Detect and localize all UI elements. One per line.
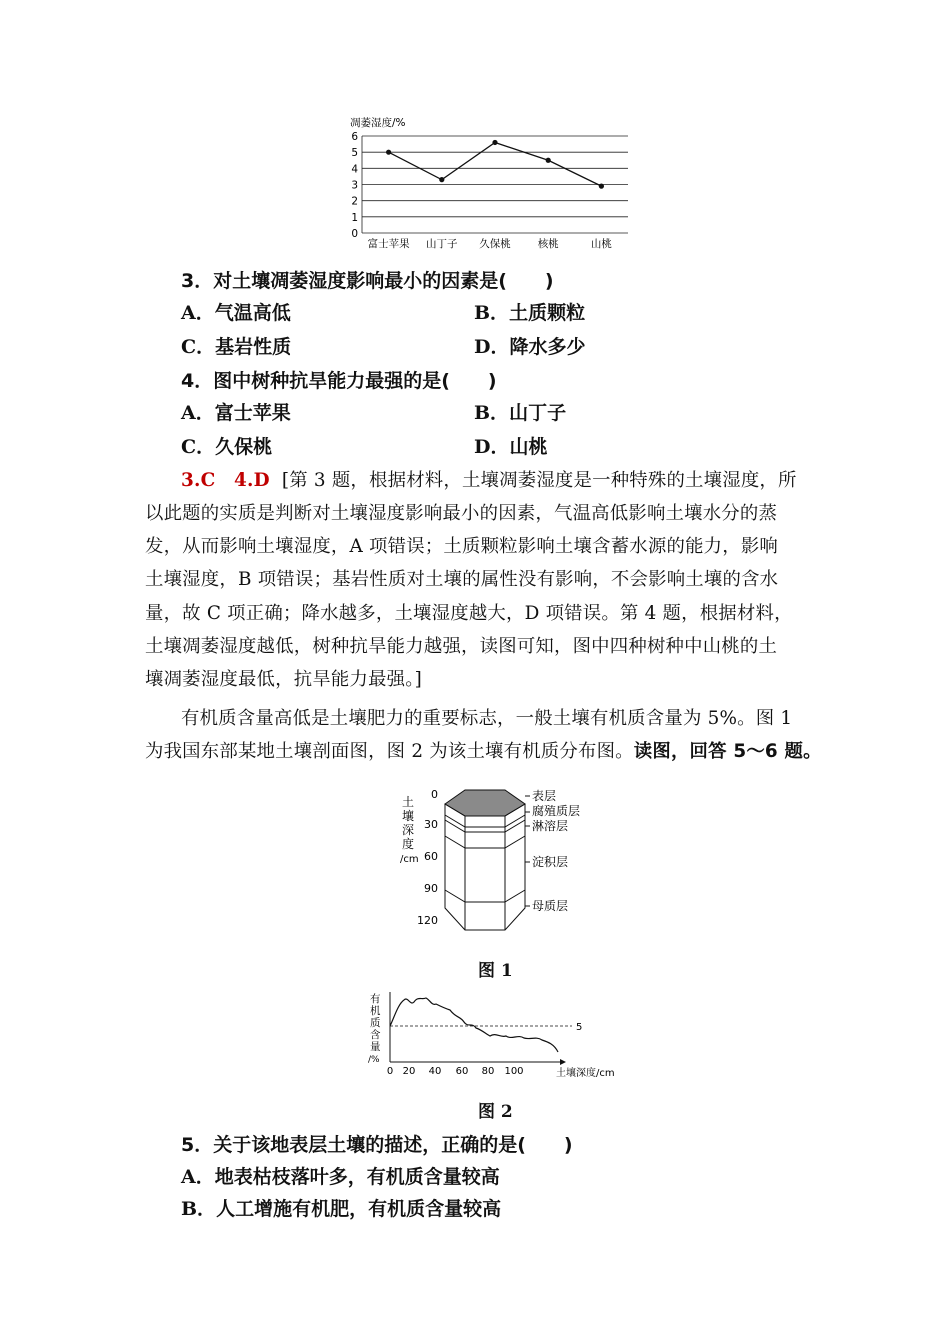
fig2-tick-label: 100: [504, 1066, 524, 1077]
fig1-tick-label: 0: [431, 788, 438, 801]
fig1-tick-label: 90: [424, 882, 438, 895]
option-letter: C．: [181, 336, 216, 358]
intro-line-2-text: 为我国东部某地土壤剖面图，图 2 为该土壤有机质分布图。: [145, 741, 634, 762]
option-letter: C．: [181, 436, 216, 458]
chart-y-tick-label: 6: [351, 131, 358, 143]
answer-line-5: 量，故 C 项正确；降水越多，土壤湿度越大，D 项错误。第 4 题，根据材料，: [145, 603, 793, 624]
q3-option-a[interactable]: [181, 298, 291, 325]
chart-x-tick-label: 山桃: [590, 238, 612, 250]
chart-y-ticks: [351, 131, 358, 240]
fig2-y-label-unit: /%: [368, 1055, 380, 1065]
fig2-reference-label: 5: [576, 1022, 583, 1033]
chart-x-tick-label: 久保桃: [479, 238, 511, 250]
option-letter: A．: [181, 402, 215, 424]
fig2-x-axis-label: 土壤深度/cm: [556, 1068, 615, 1079]
fig2-y-label-char: 含: [370, 1029, 381, 1041]
option-text: 人工增施有机肥，有机质含量较高: [216, 1198, 502, 1220]
question-3-stem: 3．对土壤凋萎湿度影响最小的因素是( ): [181, 270, 554, 292]
chart-x-tick-label: 核桃: [537, 238, 559, 250]
option-text: 气温高低: [214, 302, 291, 324]
soil-profile-figure: [390, 780, 610, 940]
option-text: 土质颗粒: [509, 302, 586, 324]
fig1-y-label-char: 深: [402, 823, 415, 837]
fig2-y-label-char: 机: [370, 1005, 381, 1017]
q3-option-b[interactable]: [474, 298, 585, 325]
q3-option-c[interactable]: [181, 332, 291, 359]
fig1-y-label-char: 度: [402, 837, 415, 851]
option-text: 山桃: [509, 436, 548, 458]
fig2-caption: 图 2: [478, 1102, 513, 1122]
option-text: 地表枯枝落叶多，有机质含量较高: [214, 1166, 500, 1188]
option-letter: A．: [181, 302, 215, 324]
soil-prism: [445, 790, 525, 930]
option-text: 降水多少: [509, 336, 586, 358]
chart-data-point: [492, 140, 497, 145]
chart-data-point: [439, 177, 444, 182]
chart-y-tick-label: 3: [351, 179, 358, 192]
option-letter: B．: [474, 402, 510, 424]
option-letter: D．: [474, 336, 510, 358]
chart-points: [386, 140, 604, 189]
option-text: 富士苹果: [214, 402, 291, 424]
q4-option-d[interactable]: [474, 432, 548, 459]
q3-option-d[interactable]: [474, 332, 586, 359]
fig2-y-label-char: 量: [370, 1041, 381, 1053]
q4-option-a[interactable]: [181, 398, 291, 425]
chart-y-tick-label: 5: [351, 147, 358, 160]
fig2-x-arrow-icon: [560, 1059, 566, 1065]
answer-text: [第 3 题，根据材料，土壤凋萎湿度是一种特殊的土壤湿度，所: [281, 470, 797, 491]
chart-y-tick-label: 1: [351, 211, 358, 224]
option-letter: D．: [474, 436, 510, 458]
chart-x-tick-label: 山丁子: [426, 238, 458, 250]
fig2-tick-label: 20: [402, 1066, 416, 1077]
chart-grid: [362, 136, 628, 233]
intro-line-1: 有机质含量高低是土壤肥力的重要标志，一般土壤有机质含量为 5%。图 1: [181, 708, 793, 729]
q5-option-b[interactable]: [181, 1194, 501, 1221]
chart-x-ticks: [368, 237, 613, 250]
intro-instruction: 读图，回答 5～6 题。: [633, 741, 822, 762]
fig2-tick-label: 0: [386, 1066, 394, 1077]
fig1-tick-label: 30: [424, 818, 438, 831]
answer-line-6: 土壤凋萎湿度越低，树种抗旱能力越强，读图可知，图中四种树种中山桃的土: [145, 636, 778, 657]
fig1-y-label-unit: /cm: [400, 854, 419, 865]
fig1-y-label-char: 壤: [402, 809, 415, 823]
answer-line-2: 以此题的实质是判断对土壤湿度影响最小的因素，气温高低影响土壤水分的蒸: [145, 503, 778, 524]
option-text: 久保桃: [215, 436, 273, 458]
answer-line-4: 土壤湿度，B 项错误；基岩性质对土壤的属性没有影响，不会影响土壤的含水: [145, 569, 779, 590]
fig1-layer-labels: [525, 789, 580, 913]
prism-body: [445, 804, 525, 930]
fig2-y-label-char: 质: [370, 1017, 381, 1029]
chart-y-tick-label: 0: [351, 228, 358, 240]
wilting-humidity-chart: [340, 112, 640, 257]
question-5-stem: 5．关于该地表层土壤的描述，正确的是( ): [181, 1134, 573, 1156]
chart-y-tick-label: 2: [351, 195, 358, 208]
fig1-depth-ticks: [417, 788, 438, 927]
fig2-organic-curve: [390, 998, 558, 1052]
q5-option-a[interactable]: [181, 1162, 500, 1189]
organic-matter-figure: [360, 988, 630, 1083]
fig2-tick-label: 40: [428, 1066, 442, 1077]
layer-label-parent-material: 母质层: [532, 899, 569, 913]
chart-x-tick-label: 富士苹果: [367, 238, 410, 250]
fig2-y-axis-label: [368, 992, 381, 1065]
intro-line-2: [145, 737, 822, 763]
chart-y-axis-label: 凋萎湿度/%: [350, 117, 406, 129]
layer-label-eluviation: 淋溶层: [532, 819, 569, 833]
answer-line-7: 壤凋萎湿度最低，抗旱能力最强。]: [145, 669, 423, 690]
layer-label-surface: 表层: [532, 789, 557, 803]
fig1-caption: 图 1: [478, 961, 513, 981]
option-text: 基岩性质: [215, 336, 292, 358]
chart-data-point: [386, 150, 391, 155]
option-letter: B．: [181, 1198, 217, 1220]
answer-line-1: [181, 466, 797, 492]
chart-series-line: [389, 142, 602, 186]
answer-line-3: 发，从而影响土壤湿度，A 项错误；土质颗粒影响土壤含蓄水源的能力，影响: [145, 536, 779, 557]
option-letter: A．: [181, 1166, 215, 1188]
fig2-y-label-char: 有: [370, 993, 381, 1005]
fig2-x-ticks: [387, 1066, 524, 1077]
chart-data-point: [546, 158, 551, 163]
q4-option-c[interactable]: [181, 432, 272, 459]
fig1-y-axis-label: [400, 794, 419, 865]
chart-y-tick-label: 4: [351, 163, 358, 176]
fig1-tick-label: 60: [424, 850, 438, 863]
fig1-y-label-char: 土: [402, 795, 415, 809]
option-letter: B．: [474, 302, 510, 324]
answer-key: 3.C 4.D: [181, 470, 270, 491]
question-4-stem: 4．图中树种抗旱能力最强的是( ): [181, 370, 497, 392]
layer-label-illuviation: 淀积层: [532, 855, 569, 869]
fig2-tick-label: 60: [455, 1066, 469, 1077]
layer-label-humus: 腐殖质层: [532, 804, 581, 818]
fig2-tick-label: 80: [481, 1066, 495, 1077]
fig1-tick-label: 120: [417, 914, 438, 927]
option-text: 山丁子: [509, 402, 567, 424]
chart-data-point: [599, 184, 604, 189]
q4-option-b[interactable]: [474, 398, 566, 425]
